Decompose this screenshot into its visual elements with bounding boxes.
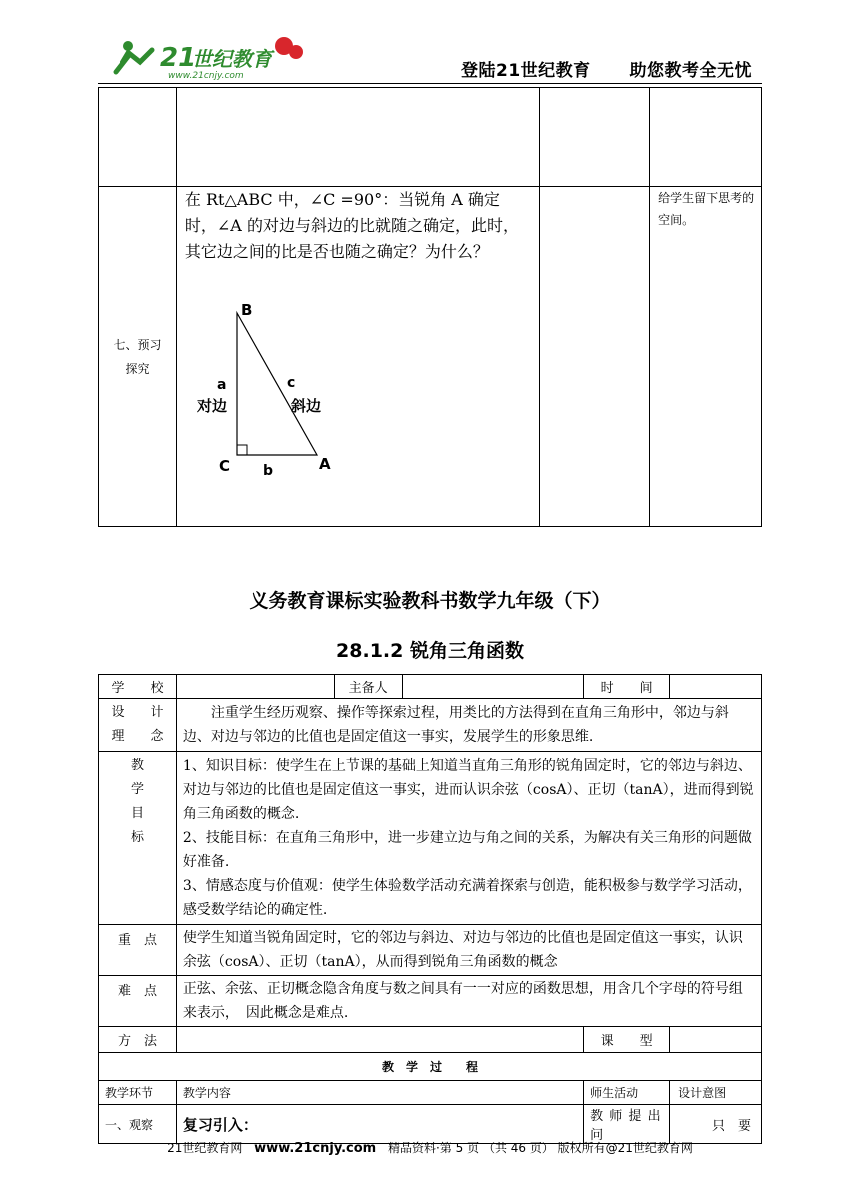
time-value: [670, 675, 762, 699]
col-content: 教学内容: [176, 1081, 583, 1105]
goal-skill: 2、技能目标：在直角三角形中，进一步建立边与角之间的关系，为解决有关三角形的问题做好准备.: [182, 830, 752, 870]
goals-label-char: 目: [130, 806, 144, 821]
lesson-title: 28.1.2 锐角三角函数: [336, 640, 524, 662]
row1-content: 复习引入：: [176, 1105, 583, 1144]
design-label: [99, 699, 177, 752]
difficulty-text: 正弦、余弦、正切概念隐含角度与数之间具有一一对应的函数思想，用含几个字母的符号组来表示， 因此概念是难点.: [176, 976, 761, 1027]
note-cell: [650, 187, 762, 527]
hypotenuse-label: 斜边: [290, 397, 321, 415]
difficulty-label: 难 点: [99, 976, 177, 1027]
empty-cell: [650, 88, 762, 187]
side-c-label: c: [286, 375, 296, 391]
school-label: 学 校: [99, 675, 177, 699]
design-label-line1: 设 计: [111, 705, 164, 720]
side-b-label: b: [262, 463, 273, 479]
opposite-side-label: 对边: [196, 397, 227, 415]
col-activity: 师生活动: [584, 1081, 670, 1105]
lesson-table: [98, 674, 762, 1144]
preparer-value: [402, 675, 584, 699]
row1-activity: 教 师 提 出 问: [584, 1105, 670, 1144]
right-triangle-figure: [193, 299, 353, 489]
header-slogan: [461, 56, 752, 81]
section-label-line2: 探究: [125, 361, 150, 376]
preparer-label: 主备人: [334, 675, 402, 699]
goals-label-char: 教: [130, 758, 144, 773]
slogan-right: 助您教考全无忧: [629, 61, 752, 81]
method-value: [176, 1027, 583, 1053]
design-text: 注重学生经历观察、操作等探索过程，用类比的方法得到在直角三角形中，邻边与斜边、对边与邻边的比值也是固定值这一事实，发展学生的形象思维.: [176, 699, 761, 752]
footer-site: 21世纪教育网: [167, 1141, 243, 1155]
section-label-line1: 七、预习: [113, 337, 162, 352]
process-header: 教 学 过 程: [99, 1053, 762, 1081]
footer-info: 精品资料·第 5 页 （共 46 页） 版权所有@21世纪教育网: [388, 1141, 693, 1155]
goals-label: [99, 752, 177, 925]
page-footer: [0, 1139, 860, 1156]
col-stage: 教学环节: [99, 1081, 177, 1105]
time-label: 时 间: [584, 675, 670, 699]
empty-cell: [540, 88, 650, 187]
upper-table: [98, 87, 762, 527]
key-text: 使学生知道当锐角固定时，它的邻边与斜边、对边与邻边的比值也是固定值这一事实，认识余弦（cosA）、正切（tanA），从而得到锐角三角函数的概念: [176, 925, 761, 976]
empty-cell: [540, 187, 650, 527]
goal-attitude: 3、情感态度与价值观：使学生体验数学活动充满着探索与创造，能积极参与数学学习活动，感受数学结论的确定性.: [182, 878, 752, 918]
header-rule: [98, 83, 762, 84]
method-label: 方 法: [99, 1027, 177, 1053]
key-label: 重 点: [99, 925, 177, 976]
empty-cell: [99, 88, 177, 187]
svg-text:www.21cnjy.com: www.21cnjy.com: [168, 71, 244, 80]
slogan-left: 登陆21世纪教育: [460, 61, 591, 81]
section-label: [99, 187, 177, 527]
vertex-A-label: A: [318, 455, 331, 473]
vertex-C-label: C: [218, 457, 230, 475]
school-value: [176, 675, 334, 699]
goals-label-char: 标: [130, 830, 144, 845]
row1-stage: 一、观察: [99, 1105, 177, 1144]
svg-text:21: 21: [160, 43, 197, 73]
svg-text:世纪教育: 世纪教育: [192, 47, 272, 71]
question-cell: [176, 187, 539, 527]
design-label-line2: 理 念: [111, 729, 164, 744]
type-label: 课 型: [584, 1027, 670, 1053]
side-a-label: a: [216, 377, 227, 393]
goals-label-char: 学: [130, 782, 144, 797]
empty-cell: [176, 88, 539, 187]
goals-text: [176, 752, 761, 925]
footer-url[interactable]: www.21cnjy.com: [254, 1141, 377, 1156]
goal-knowledge: 1、知识目标：使学生在上节课的基础上知道当直角三角形的锐角固定时，它的邻边与斜边、对边与邻边的比值也是固定值这一事实，进而认识余弦（cosA）、正切（tanA），进而得到锐角三角函数的概念.: [182, 758, 754, 822]
type-value: [670, 1027, 762, 1053]
question-text: 在 Rt△ABC 中，∠C =90°：当锐角 A 确定时，∠A 的对边与斜边的比就随之确定，此时，其它边之间的比是否也随之确定？为什么？: [184, 190, 519, 261]
vertex-B-label: B: [240, 301, 253, 319]
col-intent: 设计意图: [670, 1081, 762, 1105]
row1-intent: 只 要: [670, 1105, 762, 1144]
document-title: 义务教育课标实验教科书数学九年级（下）: [249, 590, 611, 612]
site-logo: [108, 32, 308, 80]
note-text: 给学生留下思考的空间。: [658, 191, 755, 227]
